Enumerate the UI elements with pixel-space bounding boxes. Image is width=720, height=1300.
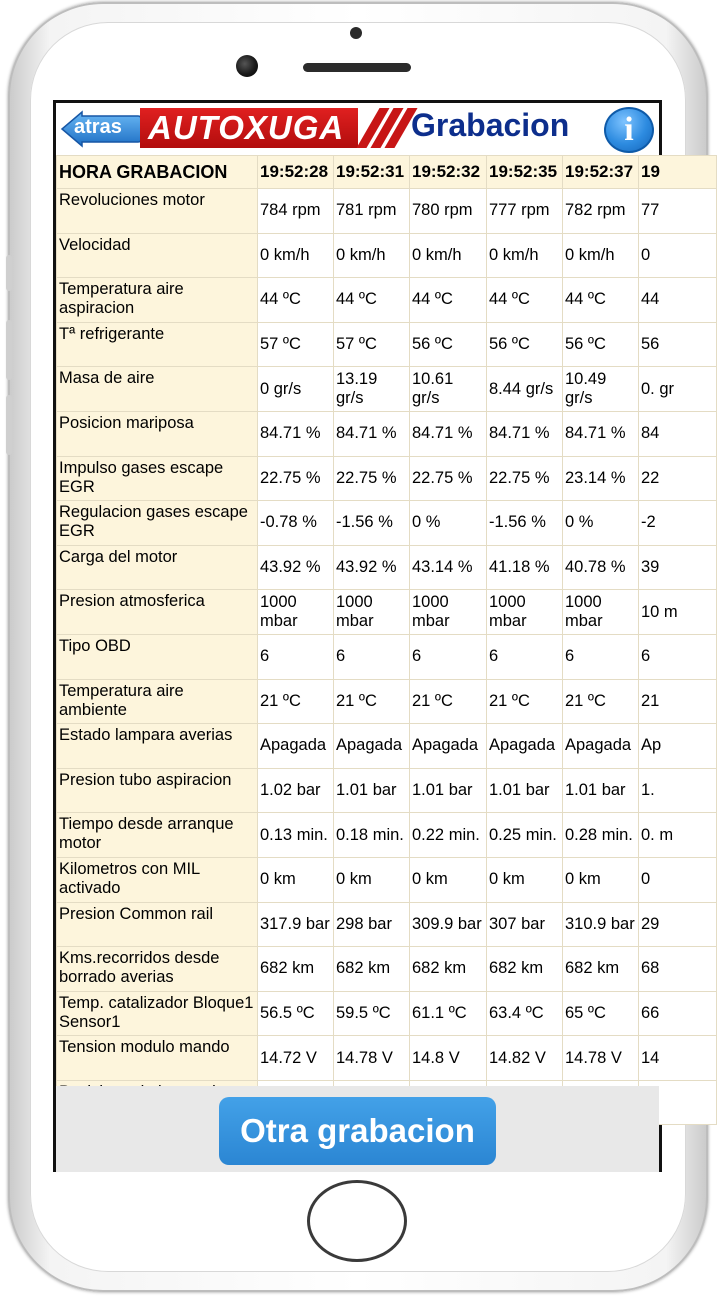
value-cell: 0.22 min.: [410, 813, 487, 858]
value-cell: 44 ºC: [334, 278, 410, 323]
value-cell: 84.71 %: [563, 411, 639, 456]
value-cell: -0.78 %: [258, 501, 334, 546]
value-cell: -2: [639, 501, 717, 546]
value-cell: 0.13 min.: [258, 813, 334, 858]
value-cell: 0. m: [639, 813, 717, 858]
value-cell: 780 rpm: [410, 189, 487, 234]
otra-grabacion-button[interactable]: Otra grabacion: [219, 1097, 496, 1165]
value-cell: 1000 mbar: [258, 590, 334, 635]
row-label-cell: Posicion mariposa: [57, 411, 258, 456]
value-cell: 1.01 bar: [563, 768, 639, 813]
value-cell: 682 km: [410, 947, 487, 992]
value-cell: 29: [639, 902, 717, 947]
table-row: [57, 411, 717, 456]
table-header-row: [57, 156, 717, 189]
value-cell: 43.92 %: [334, 545, 410, 590]
value-cell: 0 km: [487, 857, 563, 902]
value-cell: 84: [639, 411, 717, 456]
earpiece-speaker: [303, 63, 411, 72]
value-cell: 1000 mbar: [487, 590, 563, 635]
value-cell: 21 ºC: [487, 679, 563, 724]
value-cell: 1.01 bar: [487, 768, 563, 813]
value-cell: 77: [639, 189, 717, 234]
row-label-cell: Tª refrigerante: [57, 322, 258, 367]
value-cell: 84.71 %: [334, 411, 410, 456]
value-cell: 21 ºC: [563, 679, 639, 724]
table-row: [57, 991, 717, 1036]
value-cell: 781 rpm: [334, 189, 410, 234]
value-cell: 23.14 %: [563, 456, 639, 501]
value-cell: 6: [258, 634, 334, 679]
value-cell: 0.18 min.: [334, 813, 410, 858]
value-cell: 22: [639, 456, 717, 501]
row-label-cell: Kms.recorridos desde borrado averias: [57, 947, 258, 992]
value-cell: 41.18 %: [487, 545, 563, 590]
recording-table-container[interactable]: [56, 155, 678, 1086]
value-cell: 6: [563, 634, 639, 679]
table-row: [57, 590, 717, 635]
table-row: [57, 233, 717, 278]
time-header-cell: 19:52:31: [334, 156, 410, 189]
value-cell: 14.78 V: [563, 1036, 639, 1081]
value-cell: 22.75 %: [410, 456, 487, 501]
mute-switch: [6, 255, 12, 291]
value-cell: 1000 mbar: [563, 590, 639, 635]
value-cell: 10.61 gr/s: [410, 367, 487, 412]
table-row: [57, 1036, 717, 1081]
front-camera: [236, 55, 258, 77]
value-cell: 22.75 %: [258, 456, 334, 501]
value-cell: 43.14 %: [410, 545, 487, 590]
value-cell: 1000 mbar: [334, 590, 410, 635]
value-cell: Ap: [639, 724, 717, 769]
table-row: [57, 724, 717, 769]
value-cell: 0: [639, 233, 717, 278]
value-cell: 784 rpm: [258, 189, 334, 234]
value-cell: 57 ºC: [334, 322, 410, 367]
value-cell: 8.44 gr/s: [487, 367, 563, 412]
value-cell: 0 %: [410, 501, 487, 546]
value-cell: 63.4 ºC: [487, 991, 563, 1036]
value-cell: 21 ºC: [334, 679, 410, 724]
table-row: [57, 947, 717, 992]
value-cell: 0 gr/s: [258, 367, 334, 412]
time-header-cell: 19:52:35: [487, 156, 563, 189]
row-label-cell: Estado lampara averias: [57, 724, 258, 769]
value-cell: 84.71 %: [487, 411, 563, 456]
value-cell: 682 km: [334, 947, 410, 992]
value-cell: 682 km: [563, 947, 639, 992]
value-cell: 682 km: [487, 947, 563, 992]
row-label-cell: Revoluciones motor: [57, 189, 258, 234]
back-button-label: atras: [74, 116, 122, 138]
value-cell: 40.78 %: [563, 545, 639, 590]
value-cell: 14.72 V: [258, 1036, 334, 1081]
value-cell: 0 km/h: [487, 233, 563, 278]
time-header-cell: 19:52:28: [258, 156, 334, 189]
table-row: [57, 857, 717, 902]
value-cell: 21: [639, 679, 717, 724]
value-cell: 682 km: [258, 947, 334, 992]
value-cell: 777 rpm: [487, 189, 563, 234]
value-cell: Apagada: [487, 724, 563, 769]
value-cell: -1.56 %: [487, 501, 563, 546]
value-cell: 6: [334, 634, 410, 679]
value-cell: 1.02 bar: [258, 768, 334, 813]
value-cell: 317.9 bar: [258, 902, 334, 947]
value-cell: 13.19 gr/s: [334, 367, 410, 412]
value-cell: 0 km/h: [410, 233, 487, 278]
value-cell: 14.8 V: [410, 1036, 487, 1081]
row-label-cell: Temperatura aire ambiente: [57, 679, 258, 724]
row-label-cell: Velocidad: [57, 233, 258, 278]
value-cell: 59.5 ºC: [334, 991, 410, 1036]
value-cell: 44 ºC: [563, 278, 639, 323]
value-cell: 298 bar: [334, 902, 410, 947]
value-cell: 1.01 bar: [410, 768, 487, 813]
row-label-cell: Carga del motor: [57, 545, 258, 590]
table-row: [57, 501, 717, 546]
value-cell: 0.28 min.: [563, 813, 639, 858]
value-cell: 57 ºC: [258, 322, 334, 367]
value-cell: 0. gr: [639, 367, 717, 412]
value-cell: 6: [410, 634, 487, 679]
value-cell: 65 ºC: [563, 991, 639, 1036]
row-label-cell: Presion tubo aspiracion: [57, 768, 258, 813]
row-label-cell: Presion Common rail: [57, 902, 258, 947]
value-cell: Apagada: [410, 724, 487, 769]
table-row: [57, 189, 717, 234]
value-cell: 22.75 %: [334, 456, 410, 501]
value-cell: 0.25 min.: [487, 813, 563, 858]
table-row: [57, 813, 717, 858]
value-cell: 309.9 bar: [410, 902, 487, 947]
row-label-cell: Temp. catalizador Bloque1 Sensor1: [57, 991, 258, 1036]
row-label-cell: Tiempo desde arranque motor: [57, 813, 258, 858]
table-row: [57, 902, 717, 947]
value-cell: 14.82 V: [487, 1036, 563, 1081]
value-cell: 0 km: [410, 857, 487, 902]
app-screen: [53, 100, 678, 1172]
value-cell: 782 rpm: [563, 189, 639, 234]
row-label-cell: Masa de aire: [57, 367, 258, 412]
app-header: [56, 103, 659, 155]
value-cell: 44 ºC: [487, 278, 563, 323]
table-row: [57, 456, 717, 501]
value-cell: 56 ºC: [410, 322, 487, 367]
value-cell: 10 m: [639, 590, 717, 635]
value-cell: 56: [639, 322, 717, 367]
value-cell: 1.01 bar: [334, 768, 410, 813]
value-cell: 84.71 %: [410, 411, 487, 456]
value-cell: 68: [639, 947, 717, 992]
row-label-cell: Temperatura aire aspiracion: [57, 278, 258, 323]
proximity-sensor: [350, 27, 362, 39]
value-cell: 43.92 %: [258, 545, 334, 590]
value-cell: 0 km: [563, 857, 639, 902]
volume-down-button: [6, 395, 12, 455]
value-cell: Apagada: [563, 724, 639, 769]
value-cell: 14: [639, 1036, 717, 1081]
value-cell: 21 ºC: [258, 679, 334, 724]
value-cell: 0: [639, 857, 717, 902]
table-row: [57, 679, 717, 724]
value-cell: 0 %: [563, 501, 639, 546]
value-cell: 56.5 ºC: [258, 991, 334, 1036]
value-cell: -1.56 %: [334, 501, 410, 546]
value-cell: Apagada: [334, 724, 410, 769]
table-row: [57, 367, 717, 412]
value-cell: 39: [639, 545, 717, 590]
value-cell: 84.71 %: [258, 411, 334, 456]
table-row: [57, 634, 717, 679]
value-cell: 1.: [639, 768, 717, 813]
table-row: [57, 278, 717, 323]
table-row: [57, 545, 717, 590]
time-header-cell: 19:52:32: [410, 156, 487, 189]
value-cell: 56 ºC: [563, 322, 639, 367]
value-cell: 310.9 bar: [563, 902, 639, 947]
header-label-cell: HORA GRABACION: [57, 156, 258, 189]
value-cell: 66: [639, 991, 717, 1036]
value-cell: 0 km/h: [563, 233, 639, 278]
value-cell: 10.49 gr/s: [563, 367, 639, 412]
value-cell: 0 km/h: [258, 233, 334, 278]
row-label-cell: Impulso gases escape EGR: [57, 456, 258, 501]
back-button[interactable]: [60, 110, 140, 148]
value-cell: 44 ºC: [258, 278, 334, 323]
time-header-cell: 19:52:37: [563, 156, 639, 189]
row-label-cell: Tension modulo mando: [57, 1036, 258, 1081]
brand-logo: [140, 108, 402, 148]
row-label-cell: Kilometros con MIL activado: [57, 857, 258, 902]
value-cell: 0 km: [258, 857, 334, 902]
brand-name: AUTOXUGA: [148, 109, 345, 146]
value-cell: 307 bar: [487, 902, 563, 947]
table-row: [57, 768, 717, 813]
value-cell: Apagada: [258, 724, 334, 769]
value-cell: 6: [639, 634, 717, 679]
value-cell: 14.78 V: [334, 1036, 410, 1081]
time-header-cell: 19: [639, 156, 717, 189]
value-cell: 44 ºC: [410, 278, 487, 323]
home-button[interactable]: [307, 1180, 407, 1262]
row-label-cell: Presion atmosferica: [57, 590, 258, 635]
info-icon[interactable]: [604, 107, 654, 153]
value-cell: 0 km/h: [334, 233, 410, 278]
page-title: Grabacion: [411, 107, 570, 143]
value-cell: 6: [487, 634, 563, 679]
value-cell: 56 ºC: [487, 322, 563, 367]
value-cell: 0 km: [334, 857, 410, 902]
row-label-cell: Regulacion gases escape EGR: [57, 501, 258, 546]
value-cell: 1000 mbar: [410, 590, 487, 635]
row-label-cell: Tipo OBD: [57, 634, 258, 679]
recording-table: [56, 155, 717, 1125]
value-cell: 22.75 %: [487, 456, 563, 501]
value-cell: 21 ºC: [410, 679, 487, 724]
info-icon-glyph: i: [624, 111, 634, 148]
value-cell: 44: [639, 278, 717, 323]
table-row: [57, 322, 717, 367]
volume-up-button: [6, 320, 12, 380]
footer-bar: [56, 1086, 659, 1172]
value-cell: 61.1 ºC: [410, 991, 487, 1036]
